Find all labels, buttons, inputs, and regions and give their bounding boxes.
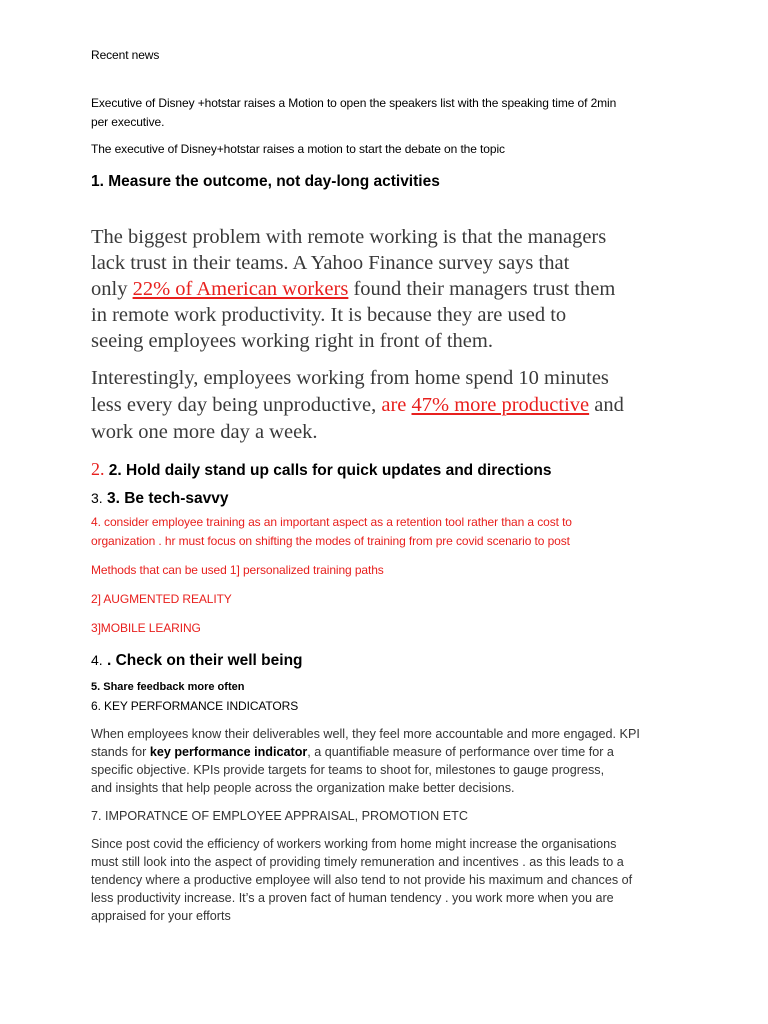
motion-2: The executive of Disney+hotstar raises a motion to start the debate on the topic [91, 142, 505, 156]
kpi-line-2 [91, 745, 614, 759]
item-4-line-1: 4. consider employee training as an important aspect as a retention tool rather than a cost to [91, 515, 572, 529]
method-3: 3]MOBILE LEARING [91, 621, 201, 635]
method-2: 2] AUGMENTED REALITY [91, 592, 232, 606]
appraisal-line-5: appraised for your efforts [91, 909, 231, 923]
heading-2 [91, 459, 552, 480]
motion-1-line-2: per executive. [91, 115, 165, 129]
methods-line: Methods that can be used 1] personalized training paths [91, 563, 384, 577]
item-5: 5. Share feedback more often [91, 681, 245, 693]
heading-4-number: 4. [91, 652, 103, 668]
heading-3-text: 3. Be tech-savvy [102, 490, 229, 507]
kpi-line-2-pre: stands for [91, 745, 150, 759]
heading-4 [91, 652, 303, 670]
item-7: 7. IMPORATNCE OF EMPLOYEE APPRAISAL, PROMOTION ETC [91, 809, 468, 823]
p2-line-3: work one more day a week. [91, 421, 318, 443]
heading-1: 1. Measure the outcome, not day-long activities [91, 173, 440, 190]
motion-1-line-1: Executive of Disney +hotstar raises a Motion to open the speakers list with the speaking time of 2min [91, 96, 617, 110]
p1-line-5: seeing employees working right in front of them. [91, 330, 493, 352]
appraisal-line-1: Since post covid the efficiency of workers working from home might increase the organisations [91, 837, 617, 851]
kpi-line-2-post: , a quantifiable measure of performance over time for a [307, 745, 614, 759]
heading-4-text: . Check on their well being [102, 652, 303, 669]
p1-line-3-post: found their managers trust them [348, 278, 616, 300]
kpi-line-2-bold: key performance indicator [149, 745, 308, 759]
p1-line-1: The biggest problem with remote working is that the managers [91, 226, 607, 248]
p2-line-2-post: and [589, 394, 624, 416]
heading-2-number: 2. [91, 459, 105, 479]
heading-2-text: 2. Hold daily stand up calls for quick updates and directions [104, 462, 552, 479]
p1-line-3-pre: only [91, 278, 133, 300]
p1-line-2: lack trust in their teams. A Yahoo Finance survey says that [91, 252, 570, 274]
p2-line-2-red: are [381, 394, 412, 416]
kpi-line-3: specific objective. KPIs provide targets for teams to shoot for, milestones to gauge progress, [91, 763, 605, 777]
heading-3-number: 3. [91, 490, 103, 506]
item-6: 6. KEY PERFORMANCE INDICATORS [91, 699, 299, 713]
more-productive-link[interactable]: 47% more productive [411, 394, 590, 416]
p2-line-2-pre: less every day being unproductive, [91, 394, 382, 416]
heading-3 [91, 490, 228, 508]
kpi-line-4: and insights that help people across the organization make better decisions. [91, 781, 515, 795]
p2-line-2 [91, 394, 624, 417]
item-4-line-2: organization . hr must focus on shifting the modes of training from pre covid scenario to post [91, 534, 570, 548]
recent-news-label: Recent news [91, 48, 160, 62]
kpi-line-1: When employees know their deliverables well, they feel more accountable and more engaged. KPI [91, 727, 640, 741]
p1-line-4: in remote work productivity. It is because they are used to [91, 304, 567, 326]
p1-line-3 [91, 278, 615, 301]
p2-line-1: Interestingly, employees working from home spend 10 minutes [91, 367, 609, 389]
appraisal-line-3: tendency where a productive employee will also tend to not provide his maximum and chances of [91, 873, 633, 887]
american-workers-link[interactable]: 22% of American workers [132, 278, 349, 300]
appraisal-line-2: must still look into the aspect of providing timely remuneration and incentives . as this leads to a [91, 855, 624, 869]
appraisal-line-4: less productivity increase. It’s a proven fact of human tendency . you work more when you are [91, 891, 614, 905]
